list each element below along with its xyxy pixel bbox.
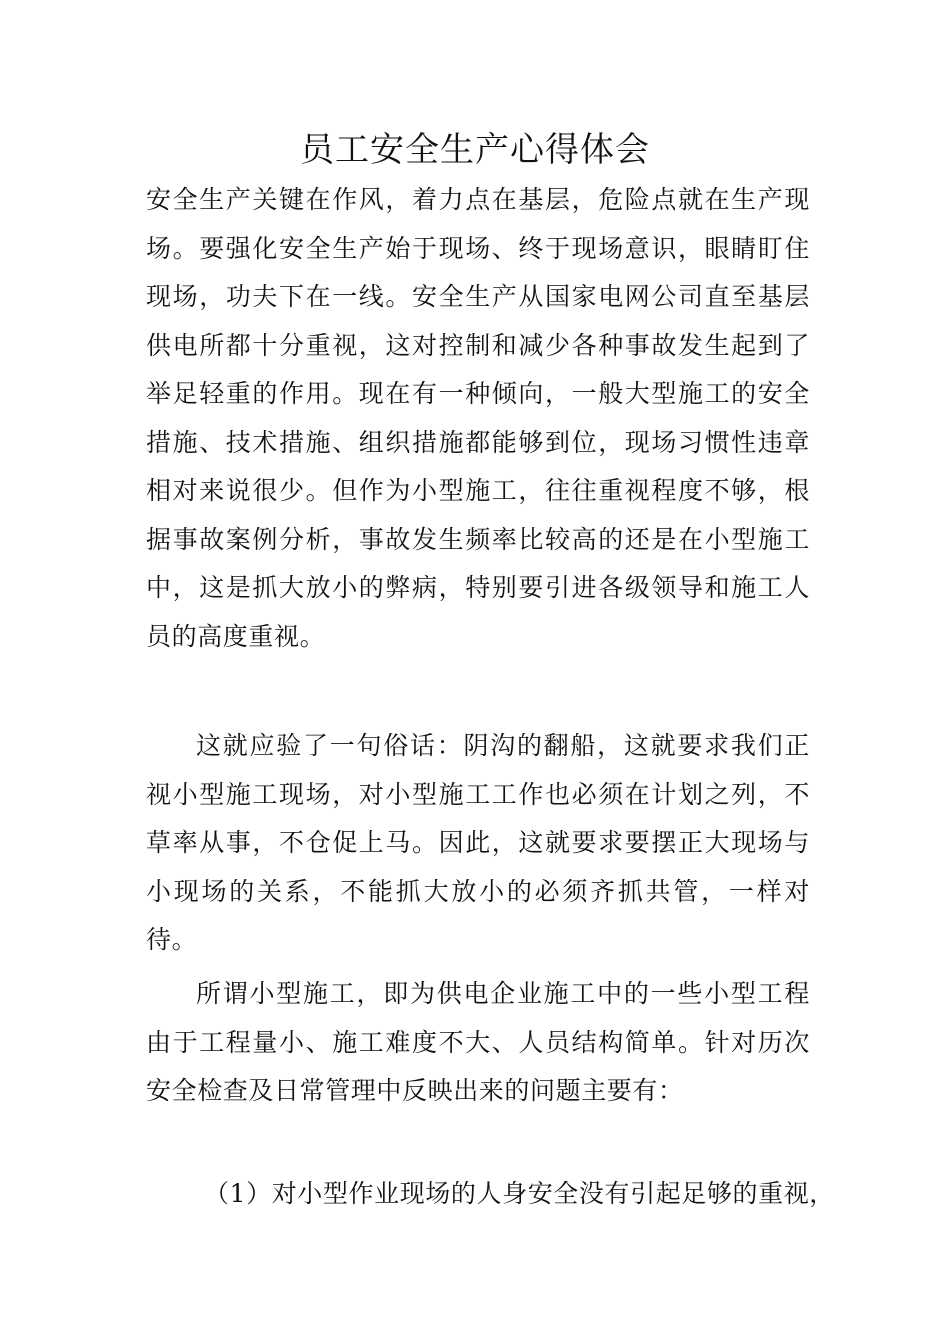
paragraph-4: （1）对小型作业现场的人身安全没有引起足够的重视，: [204, 1179, 835, 1208]
paragraph-3: 所谓小型施工，即为供电企业施工中的一些小型工程由于工程量小、施工难度不大、人员结构简单。针对历次安全检查及日常管理中反映出来的问题主要有：: [146, 979, 810, 1105]
paragraph-2: 这就应验了一句俗话：阴沟的翻船，这就要求我们正视小型施工现场，对小型施工工作也必须在计划之列，不草率从事，不仓促上马。因此，这就要求要摆正大现场与小现场的关系，不能抓大放小的必须齐抓共管，一样对待。: [146, 731, 810, 954]
paragraph-1: 安全生产关键在作风，着力点在基层，危险点就在生产现场。要强化安全生产始于现场、终于现场意识，眼睛盯住现场，功夫下在一线。安全生产从国家电网公司直至基层供电所都十分重视，这对控制和减少各种事故发生起到了举足轻重的作用。现在有一种倾向，一般大型施工的安全措施、技术措施、组织措施都能够到位，现场习惯性违章相对来说很少。但作为小型施工，往往重视程度不够，根据事故案例分析，事故发生频率比较高的还是在小型施工中，这是抓大放小的弊病，特别要引进各级领导和施工人员的高度重视。: [146, 185, 810, 651]
document-title: 员工安全生产心得体会: [300, 130, 650, 170]
